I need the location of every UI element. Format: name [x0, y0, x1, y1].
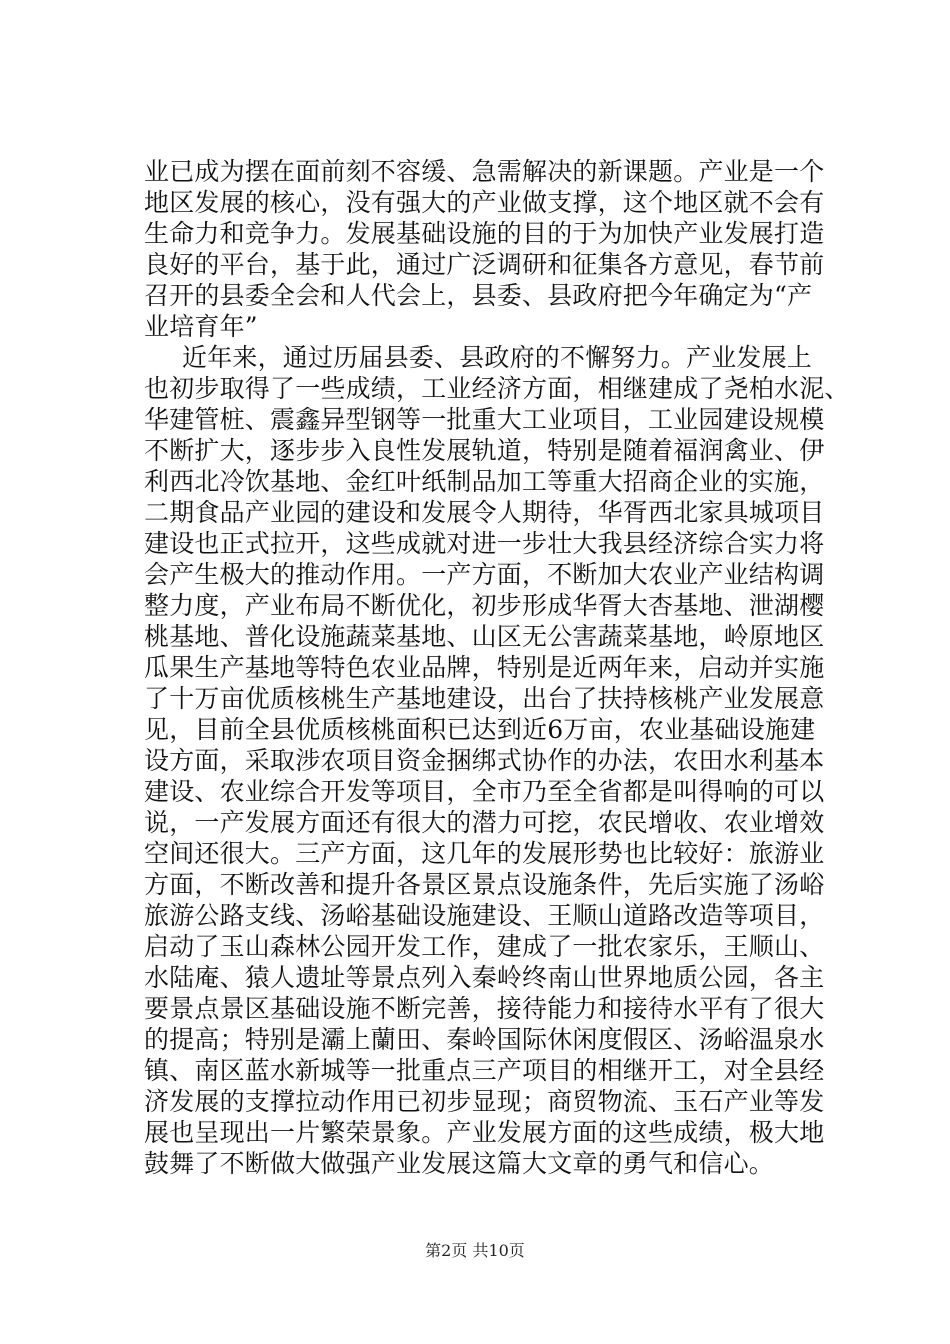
text-line: 瓜果生产基地等特色农业品牌，特别是近两年来，启动并实施 — [144, 653, 825, 682]
text-line: 方面，不断改善和提升各景区景点设施条件，先后实施了汤峪 — [144, 870, 825, 899]
body-text — [144, 156, 850, 1179]
text-line: 济发展的支撑拉动作用已初步显现；商贸物流、玉石产业等发 — [144, 1087, 825, 1116]
text-line: 良好的平台，基于此，通过广泛调研和征集各方意见，春节前 — [144, 250, 825, 279]
text-line: 召开的县委全会和人代会上，县委、县政府把今年确定为“产 — [144, 281, 813, 310]
text-line: 近年来，通过历届县委、县政府的不懈努力。产业发展上 — [182, 343, 813, 372]
text-line: 利西北冷饮基地、金红叶纸制品加工等重大招商企业的实施， — [144, 467, 825, 496]
text-line: 设方面，采取涉农项目资金捆绑式协作的办法，农田水利基本 — [144, 746, 825, 775]
text-line: 会产生极大的推动作用。一产方面，不断加大农业产业结构调 — [144, 560, 825, 589]
text-line: 展也呈现出一片繁荣景象。产业发展方面的这些成绩，极大地 — [144, 1118, 825, 1147]
text-line: 也初步取得了一些成绩，工业经济方面，相继建成了尧柏水泥、 — [144, 374, 850, 403]
text-line: 不断扩大，逐步步入良性发展轨道，特别是随着福润禽业、伊 — [144, 436, 825, 465]
text-line: 水陆庵、猿人遗址等景点列入秦岭终南山世界地质公园，各主 — [144, 963, 825, 992]
text-line: 旅游公路支线、汤峪基础设施建设、王顺山道路改造等项目， — [144, 901, 825, 930]
text-line: 的提高；特别是灞上蘭田、秦岭国际休闲度假区、汤峪温泉水 — [144, 1025, 825, 1054]
text-line: 业培育年” — [144, 312, 258, 341]
text-line: 空间还很大。三产方面，这几年的发展形势也比较好：旅游业 — [144, 839, 825, 868]
text-line: 了十万亩优质核桃生产基地建设，出台了扶持核桃产业发展意 — [144, 684, 825, 713]
text-line: 镇、南区蓝水新城等一批重点三产项目的相继开工，对全县经 — [144, 1056, 825, 1085]
text-line: 启动了玉山森林公园开发工作，建成了一批农家乐，王顺山、 — [144, 932, 825, 961]
text-line: 二期食品产业园的建设和发展令人期待，华胥西北家具城项目 — [144, 498, 825, 527]
text-line: 桃基地、普化设施蔬菜基地、山区无公害蔬菜基地，岭原地区 — [144, 622, 825, 651]
text-line: 业已成为摆在面前刻不容缓、急需解决的新课题。产业是一个 — [144, 157, 825, 186]
text-line: 地区发展的核心，没有强大的产业做支撑，这个地区就不会有 — [144, 188, 825, 217]
text-line: 华建管桩、震鑫异型钢等一批重大工业项目，工业园建设规模 — [144, 405, 825, 434]
text-line: 整力度，产业布局不断优化，初步形成华胥大杏基地、泄湖樱 — [144, 591, 825, 620]
page-number-label: 第2页 共10页 — [425, 1241, 525, 1260]
text-line: 鼓舞了不断做大做强产业发展这篇大文章的勇气和信心。 — [144, 1149, 775, 1178]
text-line: 要景点景区基础设施不断完善，接待能力和接待水平有了很大 — [144, 994, 825, 1023]
page-footer — [0, 1240, 950, 1262]
text-line: 建设也正式拉开，这些成就对进一步壮大我县经济综合实力将 — [144, 529, 825, 558]
text-line: 生命力和竞争力。发展基础设施的目的于为加快产业发展打造 — [144, 219, 825, 248]
text-line: 建设、农业综合开发等项目，全市乃至全省都是叫得响的可以 — [144, 777, 825, 806]
text-line: 见，目前全县优质核桃面积已达到近6万亩，农业基础设施建 — [144, 715, 816, 744]
text-line: 说，一产发展方面还有很大的潜力可挖，农民增收、农业增效 — [144, 808, 825, 837]
